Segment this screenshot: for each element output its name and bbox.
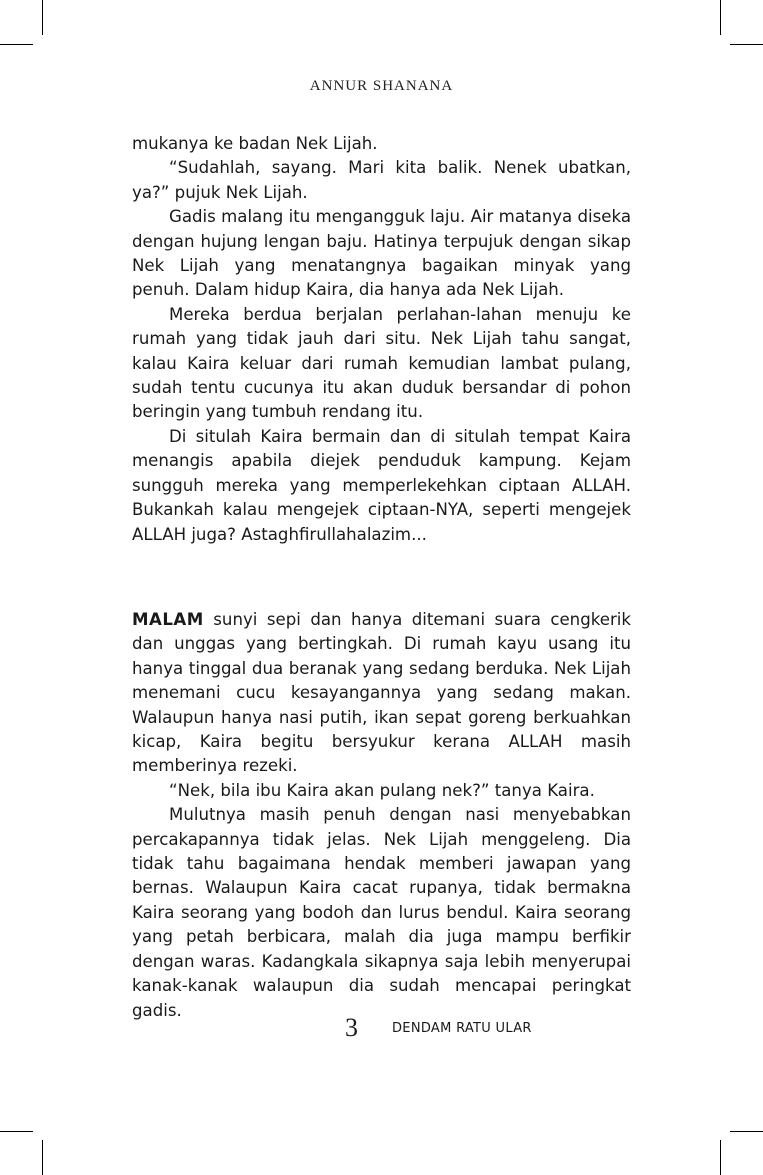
crop-mark-top-left-vertical [42,0,43,35]
crop-mark-top-right-horizontal [730,44,763,45]
section-one-body [132,132,631,547]
paragraph-continuation: mukanya ke badan Nek Lijah. [132,134,378,153]
crop-mark-bottom-left-horizontal [0,1131,33,1132]
crop-mark-bottom-right-vertical [720,1140,721,1175]
paragraph: Di situlah Kaira bermain dan di situlah tempat Kaira menangis apabila diejek penduduk kampung. Kejam sungguh mereka yang memperlekehkan ciptaan ALLAH. Bukankah kalau mengejek ciptaan-NYA, seperti mengejek ALLAH juga? Astaghfirullahalazim... [132,426,631,544]
page-footer [0,1011,763,1051]
running-head-author: ANNUR SHANANA [309,78,454,94]
paragraph: “Sudahlah, sayang. Mari kita balik. Nenek ubatkan, ya?” pujuk Nek Lijah. [132,158,631,202]
paragraph: Mereka berdua berjalan perlahan-lahan menuju ke rumah yang tidak jauh dari situ. Nek Lijah tahu sangat, kalau Kaira keluar dari rumah kemudian lambat pulang, sudah tentu cucunya itu akan duduk bersandar di pohon beringin yang tumbuh rendang itu. [132,304,631,422]
crop-mark-bottom-left-vertical [42,1140,43,1175]
running-foot-title: DENDAM RATU ULAR [392,1021,532,1036]
paragraph: Gadis malang itu mengangguk laju. Air matanya diseka dengan hujung lengan baju. Hatinya terpujuk dengan sikap Nek Lijah yang menatangnya bagaikan minyak yang penuh. Dalam hidup Kaira, dia hanya ada Nek Lijah. [132,207,631,300]
crop-mark-top-left-horizontal [0,44,33,45]
paragraph: “Nek, bila ibu Kaira akan pulang nek?” tanya Kaira. [169,780,595,800]
section-lead-word: MALAM [132,610,204,629]
crop-mark-top-right-vertical [720,0,721,35]
section-opening-text: sunyi sepi dan hanya ditemani suara cengkerik dan unggas yang bertingkah. Di rumah kayu usang itu hanya tinggal dua beranak yang sedang berduka. Nek Lijah menemani cucu kesayangannya yang sedang makan. Walaupun hanya nasi putih, ikan sepat goreng berkuahkan kicap, Kaira begitu bersyukur kerana ALLAH masih memberinya rezeki. [132,610,631,776]
section-opening-paragraph [132,608,631,779]
section-two-body [132,608,631,1023]
page-number: 3 [345,1013,358,1042]
crop-mark-bottom-right-horizontal [730,1131,763,1132]
paragraph: Mulutnya masih penuh dengan nasi menyebabkan percakapannya tidak jelas. Nek Lijah menggeleng. Dia tidak tahu bagaimana hendak memberi jawapan yang bernas. Walaupun Kaira cacat rupanya, tidak bermakna Kaira seorang yang bodoh dan lurus bendul. Kaira seorang yang petah berbicara, malah dia juga mampu berfikir dengan waras. Kadangkala sikapnya saja lebih menyerupai kanak-kanak walaupun dia sudah mencapai peringkat gadis. [132,805,631,1020]
